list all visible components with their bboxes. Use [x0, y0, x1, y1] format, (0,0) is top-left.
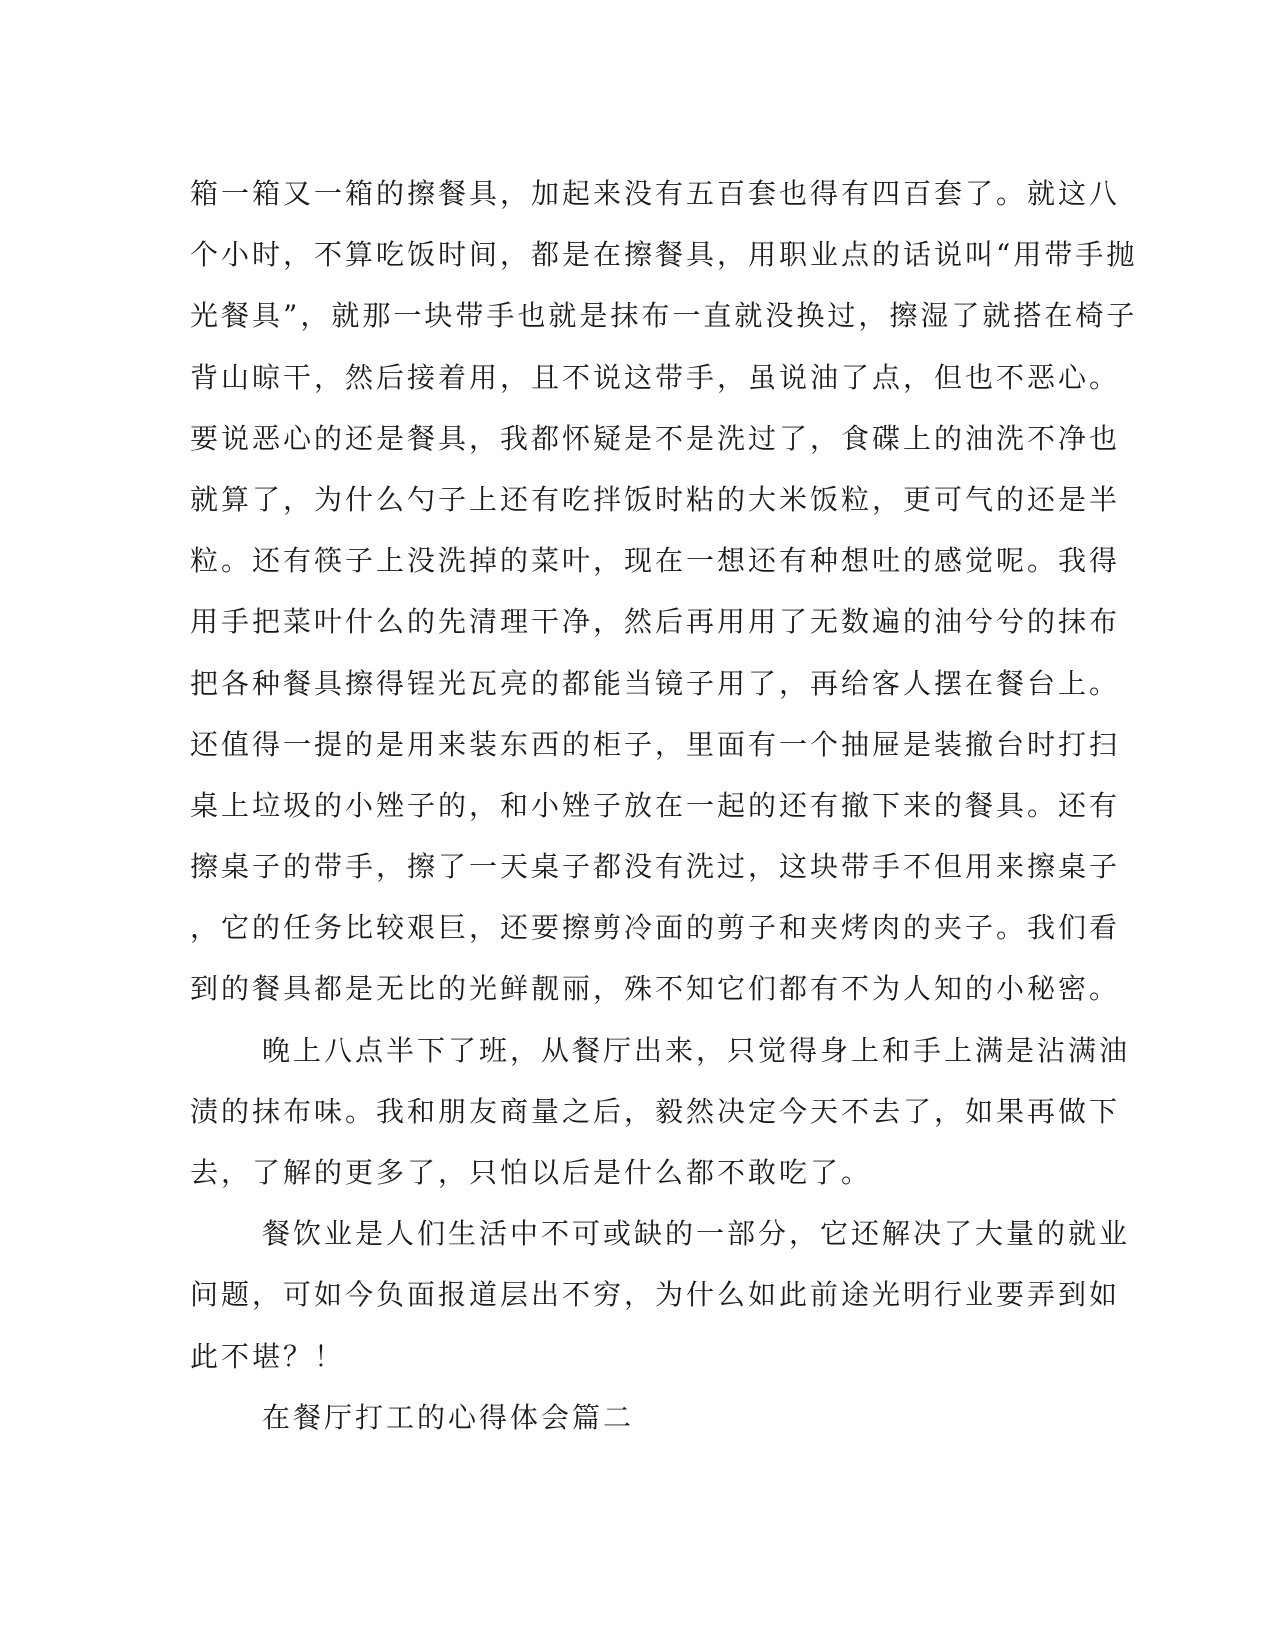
text-line: ，它的任务比较艰巨，还要擦剪冷面的剪子和夹烤肉的夹子。我们看 [190, 911, 1121, 945]
text-line: 箱一箱又一箱的擦餐具，加起来没有五百套也得有四百套了。就这八 [190, 177, 1121, 210]
text-line: 光餐具”，就那一块带手也就是抹布一直就没换过，擦湿了就搭在椅子 [190, 299, 1138, 333]
text-line: 擦桌子的带手，擦了一天桌子都没有洗过，这块带手不但用来擦桌子 [190, 850, 1121, 884]
text-line: 此不堪？！ [190, 1339, 346, 1373]
text-line: 用手把菜叶什么的先清理干净，然后再用用了无数遍的油兮兮的抹布 [190, 605, 1121, 639]
paragraph-start-line: 餐饮业是人们生活中不可或缺的一部分，它还解决了大量的就业 [262, 1217, 1131, 1251]
text-line: 粒。还有筷子上没洗掉的菜叶，现在一想还有种想吐的感觉呢。我得 [190, 544, 1121, 578]
text-line: 就算了，为什么勺子上还有吃拌饭时粘的大米饭粒，更可气的还是半 [190, 482, 1121, 516]
paragraph-start-line: 晚上八点半下了班，从餐厅出来，只觉得身上和手上满是沾满油 [262, 1033, 1131, 1067]
text-line: 问题，可如今负面报道层出不穷，为什么如此前途光明行业要弄到如 [190, 1278, 1121, 1312]
body-text [190, 163, 1138, 1448]
text-line: 到的餐具都是无比的光鲜靓丽，殊不知它们都有不为人知的小秘密。 [190, 972, 1121, 1006]
text-line: 渍的抹布味。我和朋友商量之后，毅然决定今天不去了，如果再做下 [190, 1094, 1121, 1128]
text-line: 去，了解的更多了，只怕以后是什么都不敢吃了。 [190, 1156, 873, 1189]
text-line: 还值得一提的是用来装东西的柜子，里面有一个抽屉是装撤台时打扫 [190, 727, 1121, 761]
text-line: 背山晾干，然后接着用，且不说这带手，虽说油了点，但也不恶心。 [190, 360, 1121, 394]
section-heading: 在餐厅打工的心得体会篇二 [262, 1400, 635, 1434]
text-line: 个小时，不算吃饭时间，都是在擦餐具，用职业点的话说叫“用带手抛 [190, 238, 1138, 272]
text-line: 要说恶心的还是餐具，我都怀疑是不是洗过了，食碟上的油洗不净也 [190, 421, 1121, 455]
text-line: 把各种餐具擦得锃光瓦亮的都能当镜子用了，再给客人摆在餐台上。 [190, 666, 1121, 700]
text-line: 桌上垃圾的小矬子的，和小矬子放在一起的还有撤下来的餐具。还有 [190, 788, 1121, 822]
